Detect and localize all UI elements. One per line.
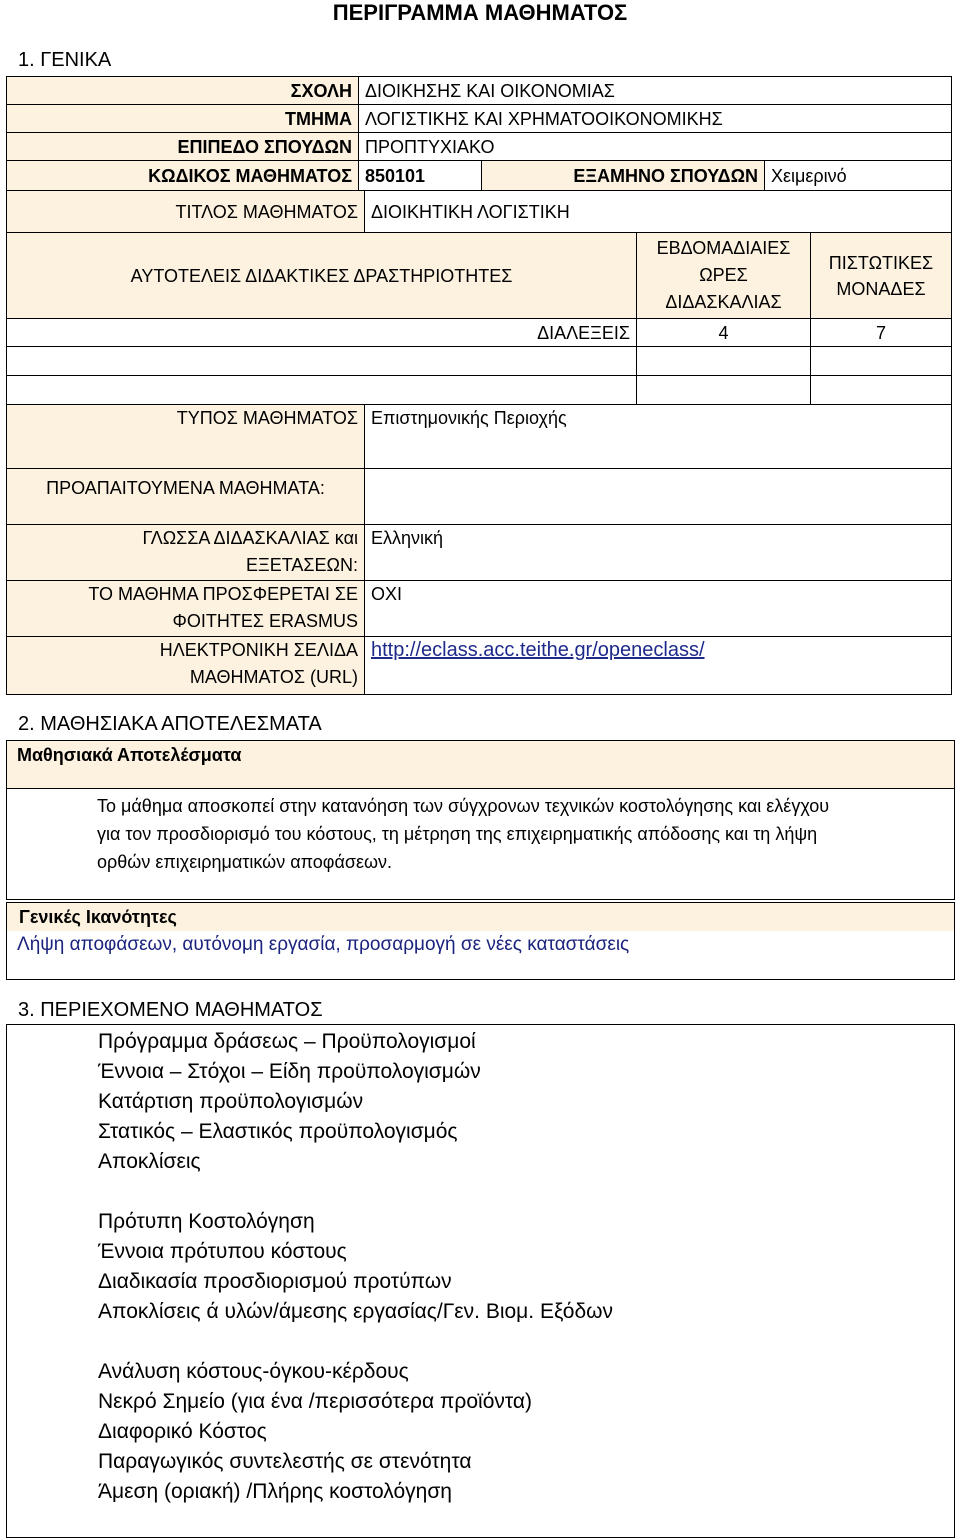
- credits-label-line: ΜΟΝΑΔΕΣ: [836, 278, 926, 299]
- empty-cell: [811, 347, 952, 376]
- url-label-line: ΗΛΕΚΤΡΟΝΙΚΗ ΣΕΛΙΔΑ: [159, 640, 358, 660]
- type-label: ΤΥΠΟΣ ΜΑΘΗΜΑΤΟΣ: [7, 405, 365, 469]
- erasmus-label: [7, 581, 365, 637]
- erasmus-label-line: ΦΟΙΤΗΤΕΣ ERASMUS: [172, 611, 358, 631]
- learning-text-line: για τον προσδιορισμό του κόστους, τη μέτρηση της επιχειρηματικής απόδοσης και τη λήψη: [97, 824, 818, 844]
- page-title: ΠΕΡΙΓΡΑΜΜΑ ΜΑΘΗΜΑΤΟΣ: [332, 0, 628, 25]
- content-item: Στατικός – Ελαστικός προϋπολογισμός: [98, 1120, 458, 1143]
- content-item: Διαφορικό Κόστος: [98, 1420, 267, 1443]
- credits-label: [811, 233, 952, 319]
- weekly-hours-label-line: ΕΒΔΟΜΑΔΙΑΙΕΣ: [656, 238, 791, 258]
- school-label: ΣΧΟΛΗ: [7, 77, 359, 105]
- activities-label: ΑΥΤΟΤΕΛΕΙΣ ΔΙΔΑΚΤΙΚΕΣ ΔΡΑΣΤΗΡΙΟΤΗΤΕΣ: [7, 233, 637, 319]
- learning-text-line: ορθών επιχειρηματικών αποφάσεων.: [97, 852, 393, 872]
- level-label: ΕΠΙΠΕΔΟ ΣΠΟΥΔΩΝ: [7, 133, 359, 161]
- course-details-table: [6, 190, 952, 405]
- general-skills-box: [6, 902, 955, 980]
- weekly-hours-label-line: ΔΙΔΑΣΚΑΛΙΑΣ: [665, 292, 782, 312]
- general-skills-text: Λήψη αποφάσεων, αυτόνομη εργασία, προσαρμογή σε νέες καταστάσεις: [17, 934, 630, 955]
- content-item: Ανάλυση κόστους-όγκου-κέρδους: [98, 1360, 409, 1383]
- learning-text-line: Το μάθημα αποσκοπεί στην κατανόηση των σύγχρονων τεχνικών κοστολόγησης και ελέγχου: [97, 796, 830, 816]
- content-item: Έννοια πρότυπου κόστους: [98, 1240, 347, 1263]
- weekly-hours-label: [637, 233, 811, 319]
- learning-outcomes-header: Μαθησιακά Αποτελέσματα: [7, 741, 954, 789]
- content-item: Διαδικασία προσδιορισμού προτύπων: [98, 1270, 452, 1293]
- learning-outcomes-box: [6, 740, 955, 900]
- section-heading-general: 1. ΓΕΝΙΚΑ: [18, 49, 112, 71]
- content-item: Αποκλίσεις: [98, 1150, 201, 1173]
- empty-cell: [637, 376, 811, 405]
- language-value: Ελληνική: [365, 525, 952, 581]
- erasmus-value: ΟΧΙ: [365, 581, 952, 637]
- semester-label: ΕΞΑΜΗΝΟ ΣΠΟΥΔΩΝ: [482, 161, 765, 191]
- hours-value: 4: [637, 319, 811, 347]
- url-label: [7, 637, 365, 695]
- section-heading-learning: 2. ΜΑΘΗΣΙΑΚΑ ΑΠΟΤΕΛΕΣΜΑΤΑ: [18, 713, 322, 735]
- semester-value: Χειμερινό: [765, 161, 952, 191]
- course-type-table: [6, 404, 952, 695]
- department-value: ΛΟΓΙΣΤΙΚΗΣ ΚΑΙ ΧΡΗΜΑΤΟΟΙΚΟΝΟΜΙΚΗΣ: [359, 105, 952, 133]
- content-item: Πρόγραμμα δράσεως – Προϋπολογισμοί: [98, 1030, 476, 1053]
- erasmus-label-line: ΤΟ ΜΑΘΗΜΑ ΠΡΟΣΦΕΡΕΤΑΙ ΣΕ: [88, 584, 358, 604]
- course-title-value: ΔΙΟΙΚΗΤΙΚΗ ΛΟΓΙΣΤΙΚΗ: [365, 191, 952, 233]
- content-item: Νεκρό Σημείο (για ένα /περισσότερα προϊόντα): [98, 1390, 533, 1413]
- url-cell: [365, 637, 952, 695]
- language-label-line: ΓΛΩΣΣΑ ΔΙΔΑΣΚΑΛΙΑΣ και: [142, 528, 358, 548]
- section-heading-content: 3. ΠΕΡΙΕΧΟΜΕΝΟ ΜΑΘΗΜΑΤΟΣ: [18, 999, 323, 1021]
- department-label: ΤΜΗΜΑ: [7, 105, 359, 133]
- language-label: [7, 525, 365, 581]
- content-item: Άμεση (οριακή) /Πλήρης κοστολόγηση: [98, 1480, 452, 1503]
- content-item: Αποκλίσεις ά υλών/άμεσης εργασίας/Γεν. Βιομ. Εξόδων: [98, 1300, 614, 1323]
- general-skills-header: Γενικές Ικανότητες: [7, 903, 954, 931]
- weekly-hours-label-line: ΩΡΕΣ: [699, 265, 748, 285]
- activity-value: ΔΙΑΛΕΞΕΙΣ: [7, 319, 637, 347]
- credits-label-line: ΠΙΣΤΩΤΙΚΕΣ: [828, 252, 934, 273]
- empty-cell: [811, 376, 952, 405]
- code-value: 850101: [359, 161, 482, 191]
- code-label: ΚΩΔΙΚΟΣ ΜΑΘΗΜΑΤΟΣ: [7, 161, 359, 191]
- course-title-label: ΤΙΤΛΟΣ ΜΑΘΗΜΑΤΟΣ: [7, 191, 365, 233]
- general-info-table: [6, 76, 952, 191]
- credits-value: 7: [811, 319, 952, 347]
- empty-cell: [637, 347, 811, 376]
- language-label-line: ΕΞΕΤΑΣΕΩΝ:: [246, 555, 358, 575]
- prerequisites-value: [365, 469, 952, 525]
- url-label-line: ΜΑΘΗΜΑΤΟΣ (URL): [189, 667, 358, 687]
- school-value: ΔΙΟΙΚΗΣΗΣ ΚΑΙ ΟΙΚΟΝΟΜΙΑΣ: [359, 77, 952, 105]
- content-item: Παραγωγικός συντελεστής σε στενότητα: [98, 1450, 472, 1473]
- course-content-box: [6, 1024, 955, 1538]
- content-item: Κατάρτιση προϋπολογισμών: [98, 1090, 364, 1113]
- content-item: Πρότυπη Κοστολόγηση: [98, 1210, 315, 1233]
- type-value: Επιστημονικής Περιοχής: [365, 405, 952, 469]
- level-value: ΠΡΟΠΤΥΧΙΑΚΟ: [359, 133, 952, 161]
- course-url-link[interactable]: http://eclass.acc.teithe.gr/openeclass/: [371, 639, 705, 661]
- learning-outcomes-text: [97, 792, 952, 876]
- empty-activity-row: [7, 347, 637, 376]
- empty-activity-row: [7, 376, 637, 405]
- prerequisites-label: ΠΡΟΑΠΑΙΤΟΥΜΕΝΑ ΜΑΘΗΜΑΤΑ:: [7, 469, 365, 525]
- content-item: Έννοια – Στόχοι – Είδη προϋπολογισμών: [98, 1060, 481, 1083]
